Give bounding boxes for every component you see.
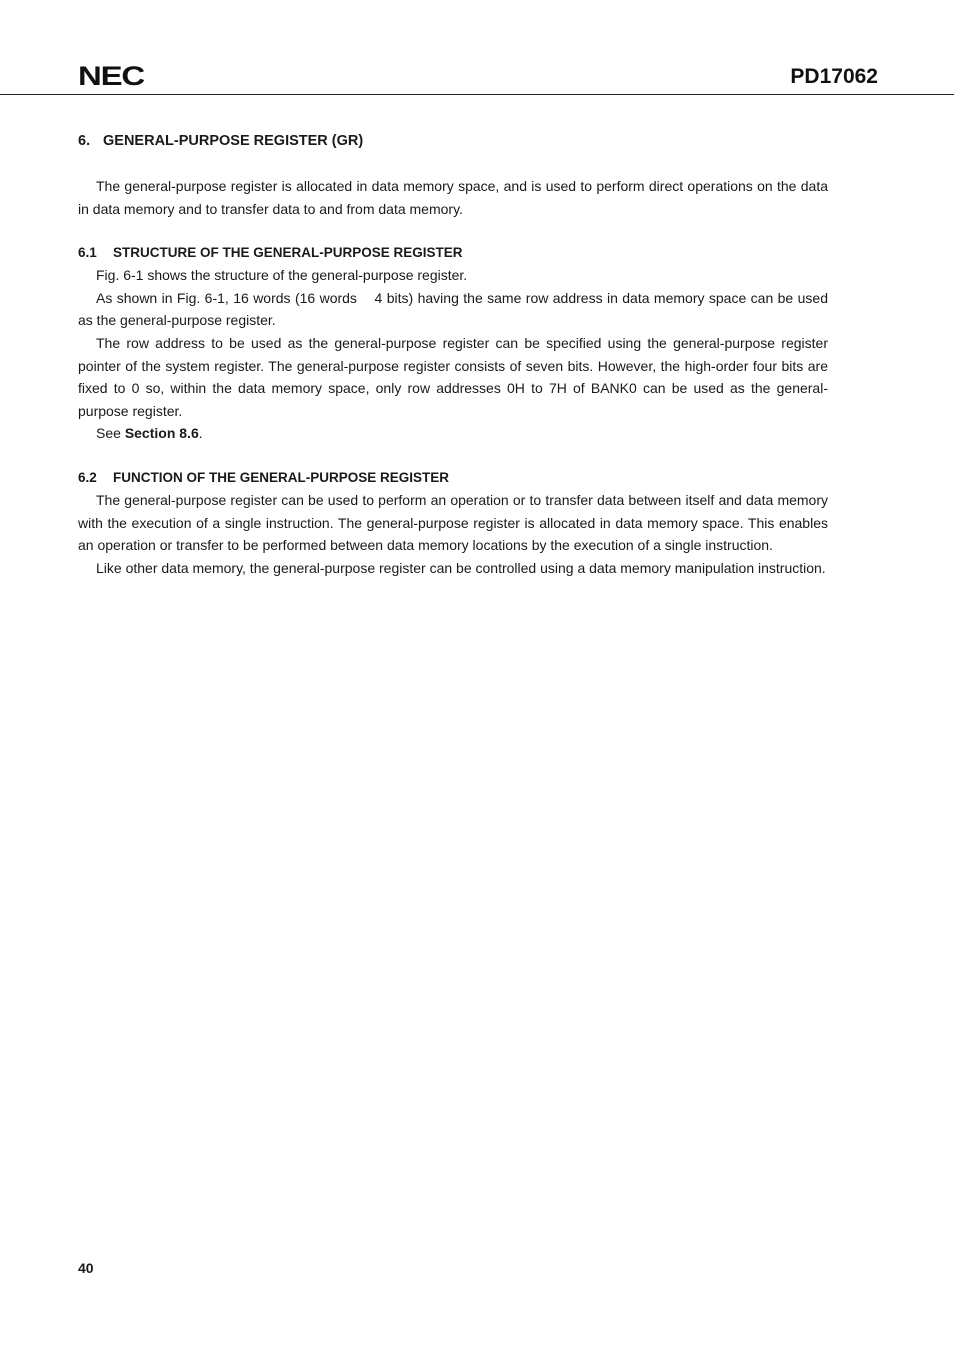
subsection-heading-structure: [78, 242, 828, 264]
subsection-title: FUNCTION OF THE GENERAL-PURPOSE REGISTER: [113, 469, 450, 485]
page-header: [0, 0, 954, 95]
section-title: GENERAL-PURPOSE REGISTER (GR): [103, 133, 364, 149]
structure-paragraph-2: As shown in Fig. 6-1, 16 words (16 words 4 bits) having the same row address in data memory space can be used as the general-purpose register.: [78, 289, 832, 329]
function-paragraph-2: Like other data memory, the general-purpose register can be controlled using a data memory manipulation instruction.: [96, 559, 826, 576]
subsection-title: STRUCTURE OF THE GENERAL-PURPOSE REGISTER: [113, 245, 463, 261]
page-number: 40: [78, 1260, 94, 1276]
structure-paragraph-3: The row address to be used as the general-purpose register can be specified using the general-purpose register pointer of the system register. The general-purpose register consists of seven bits. However, the high-order four bits are fixed to 0 so, within the data memory space, only row addresses 0H to 7H of BANK0 can be used as the general-purpose register.: [78, 334, 828, 419]
subsection-heading-function: [78, 467, 828, 489]
see-reference-paragraph: [78, 422, 828, 445]
function-paragraph-1: The general-purpose register can be used to perform an operation or to transfer data between itself and data memory with the execution of a single instruction. The general-purpose register is allocated in data memory space. This enables an operation or transfer to be performed between data memory locations by the execution of a single instruction.: [78, 491, 828, 554]
spacer: [78, 220, 828, 242]
section-heading: [78, 130, 828, 152]
nec-logo: NEC: [78, 61, 144, 91]
structure-paragraph-1: Fig. 6-1 shows the structure of the general-purpose register.: [96, 267, 468, 284]
part-number: PD17062: [790, 65, 878, 88]
subsection-number: 6.1: [78, 245, 97, 261]
see-suffix: .: [198, 425, 203, 442]
subsection-number: 6.2: [78, 469, 97, 485]
document-body: [78, 130, 832, 579]
section-number: 6.: [78, 133, 91, 149]
spacer: [78, 445, 828, 467]
section-reference-link: Section 8.6: [124, 425, 199, 442]
see-prefix: See: [96, 425, 125, 442]
section-intro-paragraph: The general-purpose register is allocated in data memory space, and is used to perform direct operations on the data in data memory and to transfer data to and from data memory.: [78, 178, 828, 217]
